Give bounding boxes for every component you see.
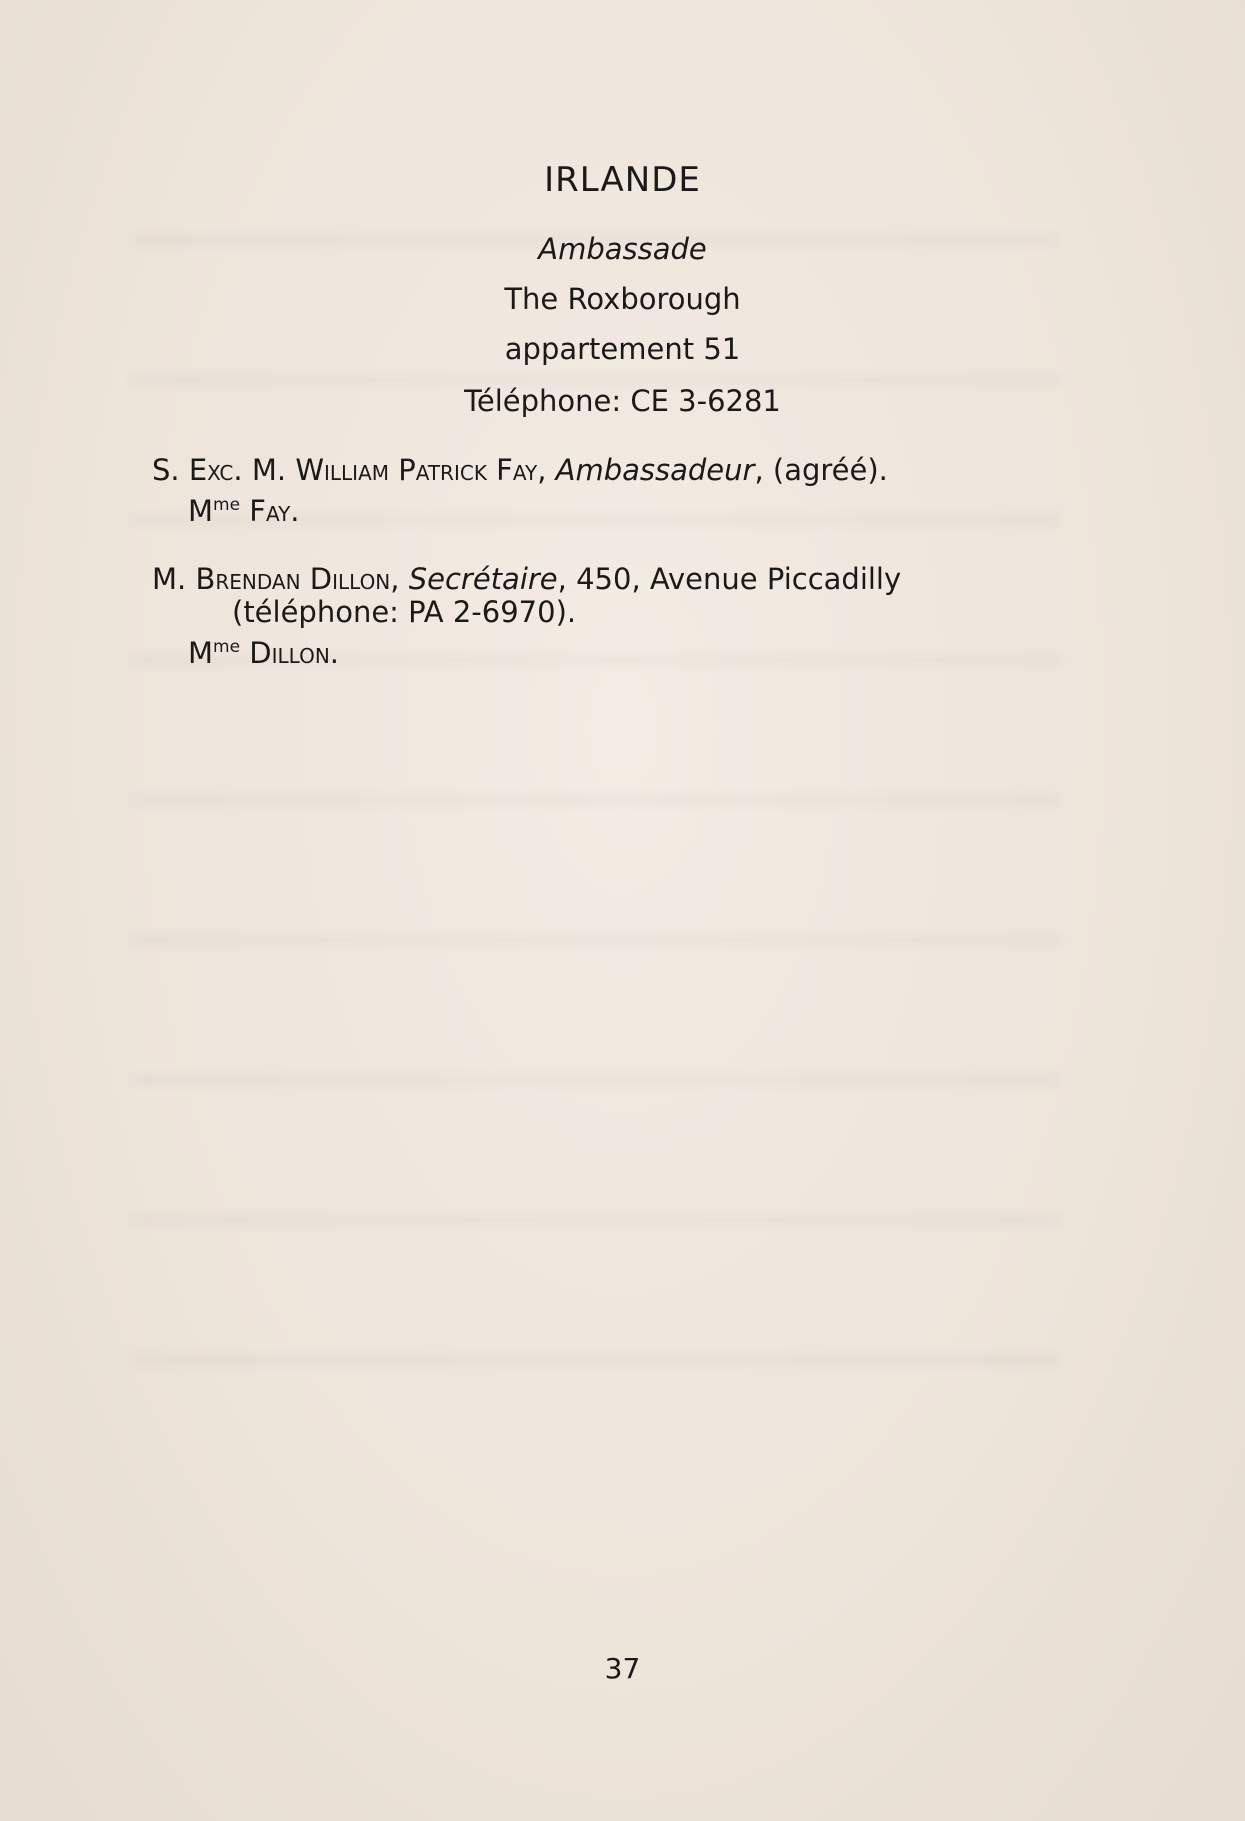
spouse-line — [188, 636, 339, 670]
spouse-line — [188, 494, 300, 528]
spouse-title-superscript: me — [213, 495, 241, 515]
entry-monsieur: M. — [152, 562, 196, 596]
separator: , — [537, 453, 556, 487]
person-name: Brendan Dillon — [195, 562, 391, 596]
entry-secretary — [152, 563, 1077, 629]
entry-monsieur: M. — [242, 453, 296, 487]
entry-rest: , 450, Avenue Piccadilly — [557, 562, 902, 596]
telephone-line: Téléphone: CE 3-6281 — [464, 384, 781, 418]
page-number: 37 — [604, 1652, 641, 1685]
spouse-title: M — [188, 636, 214, 670]
spouse-name: Dillon. — [240, 636, 340, 670]
entry-rest: , (agréé). — [754, 453, 888, 487]
person-role: Ambassadeur — [555, 453, 755, 487]
country-heading: IRLANDE — [544, 160, 701, 200]
spouse-name: Fay. — [240, 494, 300, 528]
person-role: Secrétaire — [408, 562, 558, 596]
bleed-through-shadow — [130, 180, 1060, 1430]
person-name: William Patrick Fay — [295, 453, 538, 487]
entry-ambassador — [152, 454, 1077, 487]
spouse-title-superscript: me — [213, 637, 241, 657]
title-excellence: Exc. — [188, 453, 243, 487]
address-line-1: The Roxborough — [504, 282, 741, 316]
spouse-title: M — [188, 494, 214, 528]
entry-prefix: S. — [152, 453, 189, 487]
separator: , — [390, 562, 409, 596]
mission-type: Ambassade — [538, 232, 707, 266]
address-line-2: appartement 51 — [504, 332, 741, 366]
entry-continuation: (téléphone: PA 2-6970). — [232, 595, 577, 629]
